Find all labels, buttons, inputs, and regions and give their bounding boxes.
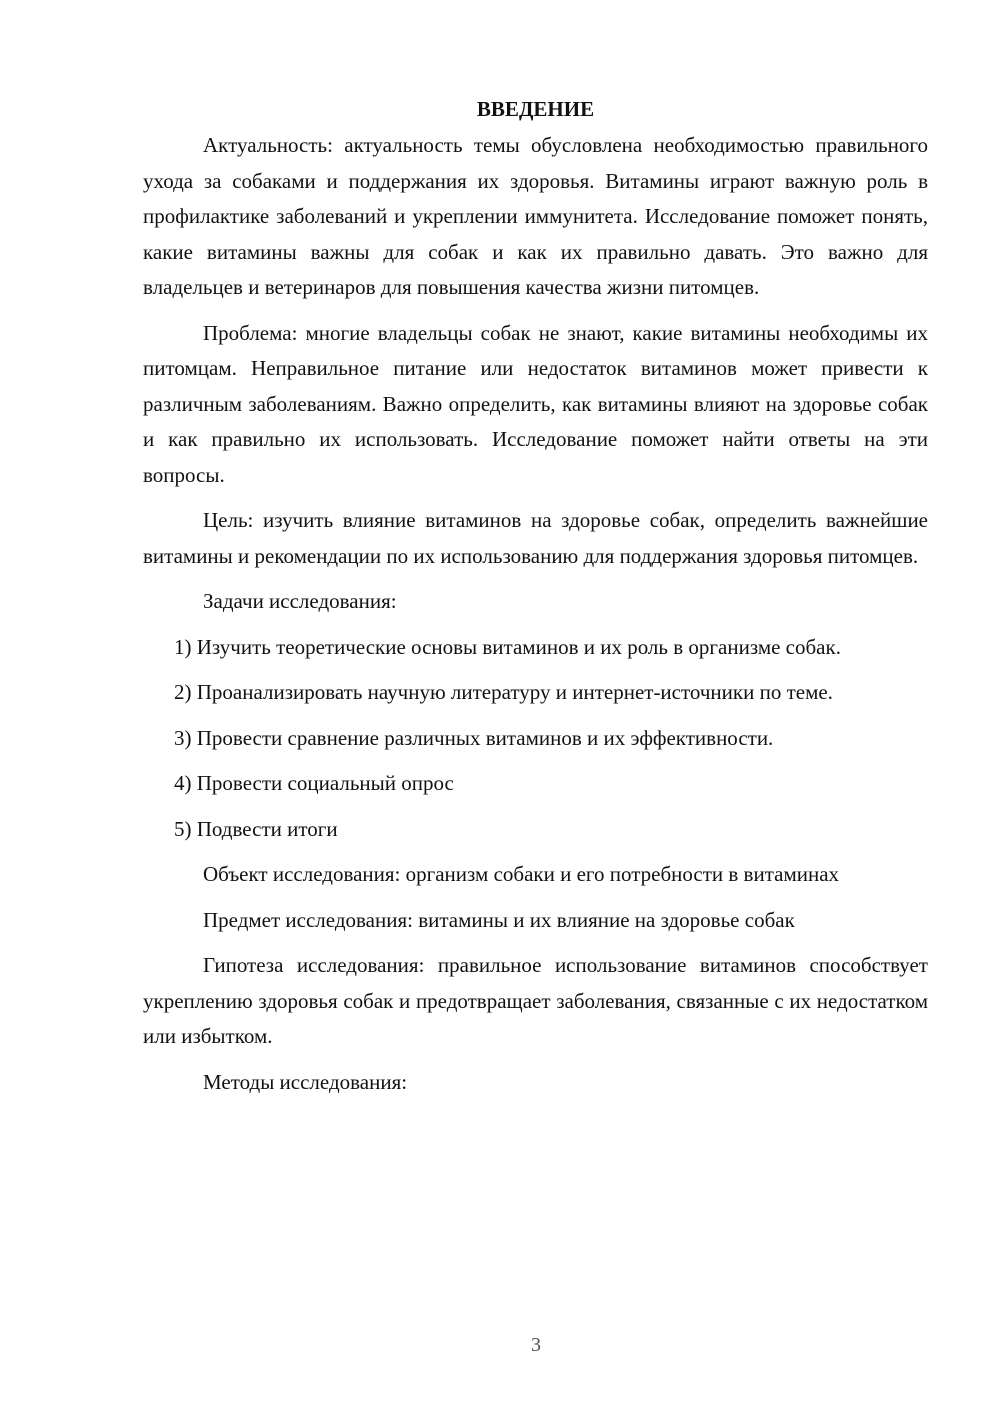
task-item: 3) Провести сравнение различных витаминов и их эффективности.: [174, 725, 774, 750]
task-item: 5) Подвести итоги: [174, 816, 338, 841]
task-item: 2) Проанализировать научную литературу и интернет-источники по теме.: [174, 680, 833, 704]
relevance-paragraph: Актуальность: актуальность темы обусловлена необходимостью правильного ухода за собаками и поддержания их здоровья. Витамины играют важную роль в профилактике заболеваний и укреплении иммунитета. Исследование поможет понять, какие витамины важны для собак и как их правильно давать. Это важно для владельцев и ветеринаров для повышения качества жизни питомцев.: [143, 133, 928, 299]
methods-heading: Методы исследования:: [203, 1069, 408, 1094]
goal-paragraph: Цель: изучить влияние витаминов на здоровье собак, определить важнейшие витамины и рекомендации по их использованию для поддержания здоровья питомцев.: [143, 508, 928, 568]
subject-paragraph: Предмет исследования: витамины и их влияние на здоровье собак: [203, 907, 795, 932]
page-title: ВВЕДЕНИЕ: [476, 97, 595, 121]
tasks-heading: Задачи исследования:: [203, 589, 397, 613]
task-item: 4) Провести социальный опрос: [174, 771, 454, 795]
page-number: 3: [531, 1334, 541, 1356]
page-content: [143, 92, 928, 1110]
object-paragraph: Объект исследования: организм собаки и его потребности в витаминах: [203, 862, 840, 886]
hypothesis-paragraph: Гипотеза исследования: правильное использование витаминов способствует укреплению здоровья собак и предотвращает заболевания, связанные с их недостатком или избытком.: [143, 953, 928, 1048]
problem-paragraph: Проблема: многие владельцы собак не знают, какие витамины необходимы их питомцам. Неправильное питание или недостаток витаминов может привести к различным заболеваниям. Важно определить, как витамины влияют на здоровье собак и как правильно их использовать. Исследование поможет найти ответы на эти вопросы.: [143, 320, 928, 487]
task-item: 1) Изучить теоретические основы витаминов и их роль в организме собак.: [174, 634, 841, 659]
